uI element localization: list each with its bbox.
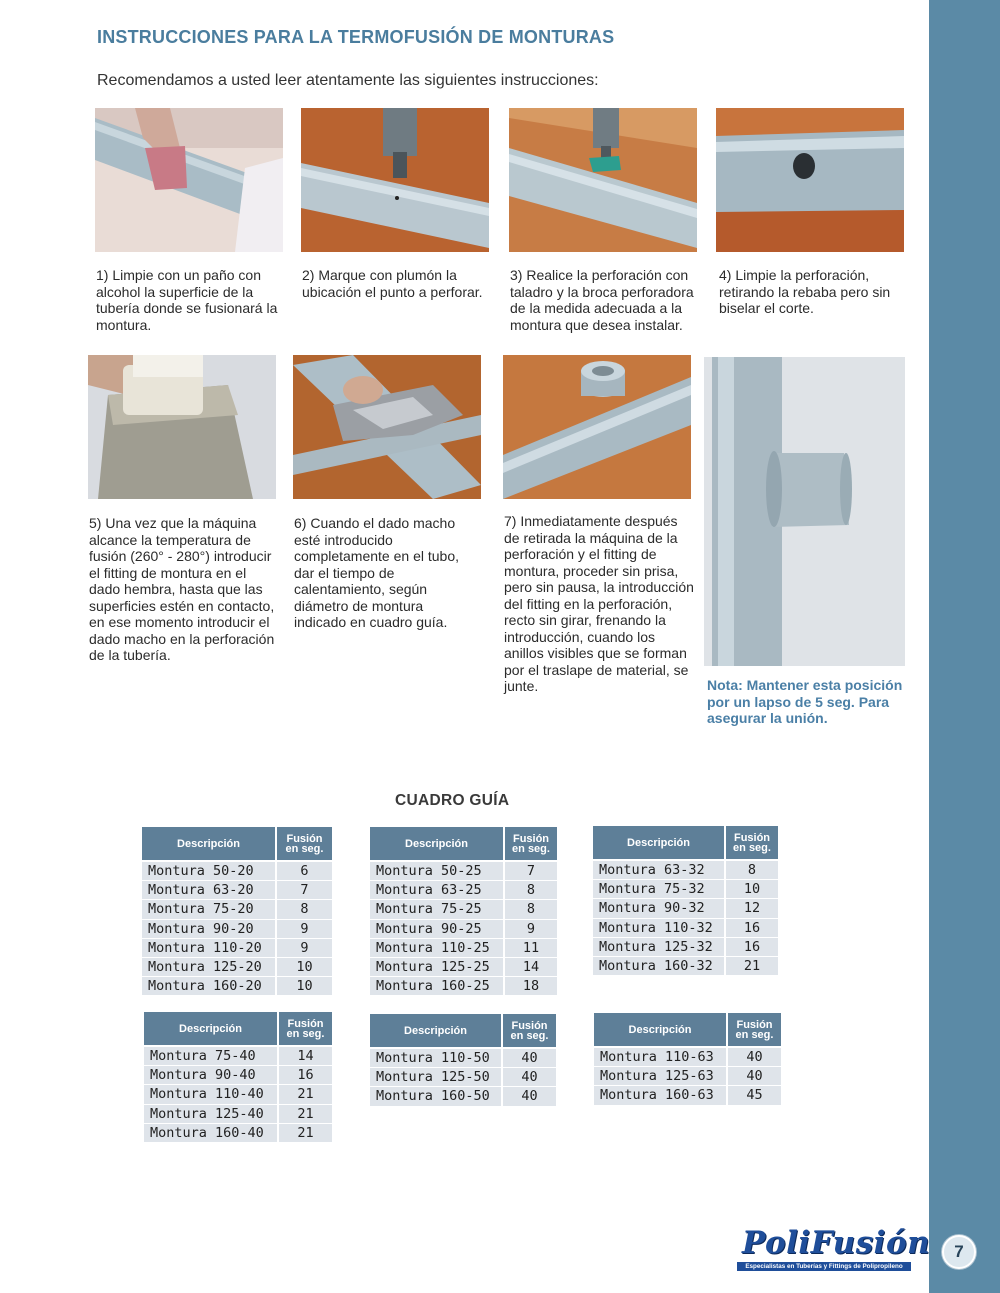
step-7-text: 7) Inmediatamente después de retirada la máquina de la perforación y el fitting de montura, proceder sin prisa, pero sin pausa, la introducción del fitting en la perforación, recto sin girar, frenando la introducción, cuando los anillos visibles que se forman por el traslape de material, se junte. [504, 513, 694, 694]
header-fusion [277, 827, 332, 862]
step-5-text: 5) Una vez que la máquina alcance la temperatura de fusión (260° - 280°) introducir el fitting de montura en el dado hembra, hasta que las superficies estén en contacto, en ese momento introducir el dado macho en la perforación de la tubería. [89, 515, 275, 663]
photo-step-5 [88, 355, 276, 499]
row-description: Montura 125-32 [593, 938, 724, 957]
row-description: Montura 90-32 [593, 899, 724, 918]
row-seconds: 40 [503, 1049, 556, 1068]
row-seconds: 16 [726, 919, 778, 938]
row-description: Montura 160-20 [142, 977, 275, 996]
row-seconds: 16 [726, 938, 778, 957]
brand-tagline: Especialistas en Tuberías y Fittings de Polipropileno [737, 1262, 911, 1271]
row-description: Montura 90-25 [370, 920, 503, 939]
table-row [144, 1066, 332, 1085]
row-description: Montura 110-32 [593, 919, 724, 938]
row-seconds: 7 [505, 862, 557, 881]
row-seconds: 40 [728, 1067, 781, 1086]
header-descripcion: Descripción [142, 827, 275, 862]
row-description: Montura 63-25 [370, 881, 503, 900]
row-description: Montura 110-40 [144, 1085, 277, 1104]
row-seconds: 10 [277, 958, 332, 977]
table-row [144, 1124, 332, 1143]
row-seconds: 9 [277, 920, 332, 939]
intro-text: Recomendamos a usted leer atentamente las siguientes instrucciones: [97, 72, 599, 89]
row-seconds: 40 [728, 1048, 781, 1067]
photo-step-2 [301, 108, 489, 252]
row-seconds: 9 [505, 920, 557, 939]
header-descripcion: Descripción [370, 827, 503, 862]
row-seconds: 8 [277, 900, 332, 919]
guide-title: CUADRO GUÍA [395, 792, 510, 809]
row-seconds: 40 [503, 1087, 556, 1106]
row-description: Montura 63-32 [593, 861, 724, 880]
row-description: Montura 160-50 [370, 1087, 501, 1106]
page-sidebar [929, 0, 1000, 1293]
page-number: 7 [942, 1235, 976, 1269]
row-seconds: 21 [279, 1105, 332, 1124]
brand-logo: PoliFusión [742, 1225, 931, 1261]
header-fusion-line1: Fusión [733, 831, 771, 844]
guide-table-32 [591, 826, 780, 976]
table-row [594, 1048, 781, 1067]
table-row [370, 920, 557, 939]
table-row [593, 957, 778, 976]
step-2-text: 2) Marque con plumón la ubicación el punto a perforar. [302, 267, 483, 300]
table-row [593, 899, 778, 918]
photo-note [704, 357, 905, 666]
header-fusion-line1: Fusión [511, 1019, 548, 1032]
table-row [593, 938, 778, 957]
row-description: Montura 90-20 [142, 920, 275, 939]
table-row [370, 881, 557, 900]
row-description: Montura 75-40 [144, 1047, 277, 1066]
guide-table-63 [592, 1013, 783, 1106]
row-description: Montura 50-25 [370, 862, 503, 881]
row-description: Montura 110-25 [370, 939, 503, 958]
header-descripcion: Descripción [370, 1014, 501, 1049]
table-row [144, 1047, 332, 1066]
row-seconds: 8 [726, 861, 778, 880]
photo-step-3 [509, 108, 697, 252]
row-description: Montura 125-63 [594, 1067, 726, 1086]
photo-step-6 [293, 355, 481, 499]
guide-table-40 [142, 1012, 334, 1143]
row-seconds: 8 [505, 900, 557, 919]
table-row [593, 861, 778, 880]
table-row [370, 1087, 556, 1106]
header-fusion [505, 827, 557, 862]
table-row [142, 862, 332, 881]
row-description: Montura 75-20 [142, 900, 275, 919]
table-row [370, 1068, 556, 1087]
row-seconds: 45 [728, 1086, 781, 1105]
table-row [370, 1049, 556, 1068]
photo-step-4 [716, 108, 904, 252]
header-fusion-line2: en seg. [735, 1028, 774, 1041]
row-description: Montura 160-25 [370, 977, 503, 996]
row-seconds: 21 [279, 1085, 332, 1104]
row-description: Montura 160-63 [594, 1086, 726, 1105]
guide-table-50 [368, 1014, 558, 1107]
header-fusion-line1: Fusión [736, 1018, 773, 1031]
header-fusion [726, 826, 778, 861]
row-seconds: 7 [277, 881, 332, 900]
table-row [593, 880, 778, 899]
row-description: Montura 160-32 [593, 957, 724, 976]
row-description: Montura 125-50 [370, 1068, 501, 1087]
row-description: Montura 90-40 [144, 1066, 277, 1085]
step-1-text: 1) Limpie con un paño con alcohol la superficie de la tubería donde se fusionará la montura. [96, 267, 278, 333]
table-row [144, 1105, 332, 1124]
row-seconds: 10 [726, 880, 778, 899]
header-fusion-line1: Fusión [512, 832, 550, 845]
row-seconds: 10 [277, 977, 332, 996]
row-seconds: 9 [277, 939, 332, 958]
row-description: Montura 125-20 [142, 958, 275, 977]
row-description: Montura 160-40 [144, 1124, 277, 1143]
header-fusion-line2: en seg. [510, 1029, 549, 1042]
table-row [370, 977, 557, 996]
row-seconds: 40 [503, 1068, 556, 1087]
step-3-text: 3) Realice la perforación con taladro y la broca perforadora de la medida adecuada a la montura que desea instalar. [510, 267, 694, 333]
row-description: Montura 110-63 [594, 1048, 726, 1067]
row-seconds: 14 [505, 958, 557, 977]
table-row [370, 958, 557, 977]
page-title: INSTRUCCIONES PARA LA TERMOFUSIÓN DE MONTURAS [97, 27, 615, 47]
row-seconds: 16 [279, 1066, 332, 1085]
header-fusion-line2: en seg. [512, 842, 550, 855]
header-descripcion: Descripción [593, 826, 724, 861]
row-seconds: 14 [279, 1047, 332, 1066]
header-fusion-line2: en seg. [286, 1027, 325, 1040]
note-text: Nota: Mantener esta posición por un lapso de 5 seg. Para asegurar la unión. [707, 677, 903, 726]
header-fusion-line2: en seg. [733, 841, 771, 854]
step-6-text: 6) Cuando el dado macho esté introducido completamente en el tubo, dar el tiempo de calentamiento, según diámetro de montura indicado en cuadro guía. [294, 515, 459, 630]
header-fusion-line1: Fusión [287, 1017, 324, 1030]
row-seconds: 6 [277, 862, 332, 881]
guide-table-25 [368, 827, 559, 996]
table-row [144, 1085, 332, 1104]
row-seconds: 21 [279, 1124, 332, 1143]
table-row [142, 920, 332, 939]
photo-step-1 [95, 108, 283, 252]
row-seconds: 12 [726, 899, 778, 918]
guide-table-20 [140, 827, 334, 996]
table-row [142, 977, 332, 996]
row-description: Montura 75-25 [370, 900, 503, 919]
row-description: Montura 110-20 [142, 939, 275, 958]
row-seconds: 8 [505, 881, 557, 900]
table-row [370, 939, 557, 958]
table-row [142, 881, 332, 900]
table-row [142, 958, 332, 977]
row-seconds: 18 [505, 977, 557, 996]
table-row [370, 900, 557, 919]
header-fusion-line1: Fusión [286, 832, 323, 845]
header-fusion [728, 1013, 781, 1048]
header-fusion [279, 1012, 332, 1047]
row-seconds: 11 [505, 939, 557, 958]
photo-step-7 [503, 355, 691, 499]
row-description: Montura 63-20 [142, 881, 275, 900]
row-description: Montura 125-25 [370, 958, 503, 977]
header-fusion-line2: en seg. [285, 842, 324, 855]
table-row [594, 1067, 781, 1086]
table-row [594, 1086, 781, 1105]
header-descripcion: Descripción [144, 1012, 277, 1047]
step-4-text: 4) Limpie la perforación, retirando la rebaba pero sin biselar el corte. [719, 267, 891, 316]
row-description: Montura 75-32 [593, 880, 724, 899]
row-seconds: 21 [726, 957, 778, 976]
row-description: Montura 110-50 [370, 1049, 501, 1068]
table-row [142, 900, 332, 919]
table-row [142, 939, 332, 958]
header-fusion [503, 1014, 556, 1049]
header-descripcion: Descripción [594, 1013, 726, 1048]
table-row [370, 862, 557, 881]
row-description: Montura 50-20 [142, 862, 275, 881]
table-row [593, 919, 778, 938]
row-description: Montura 125-40 [144, 1105, 277, 1124]
